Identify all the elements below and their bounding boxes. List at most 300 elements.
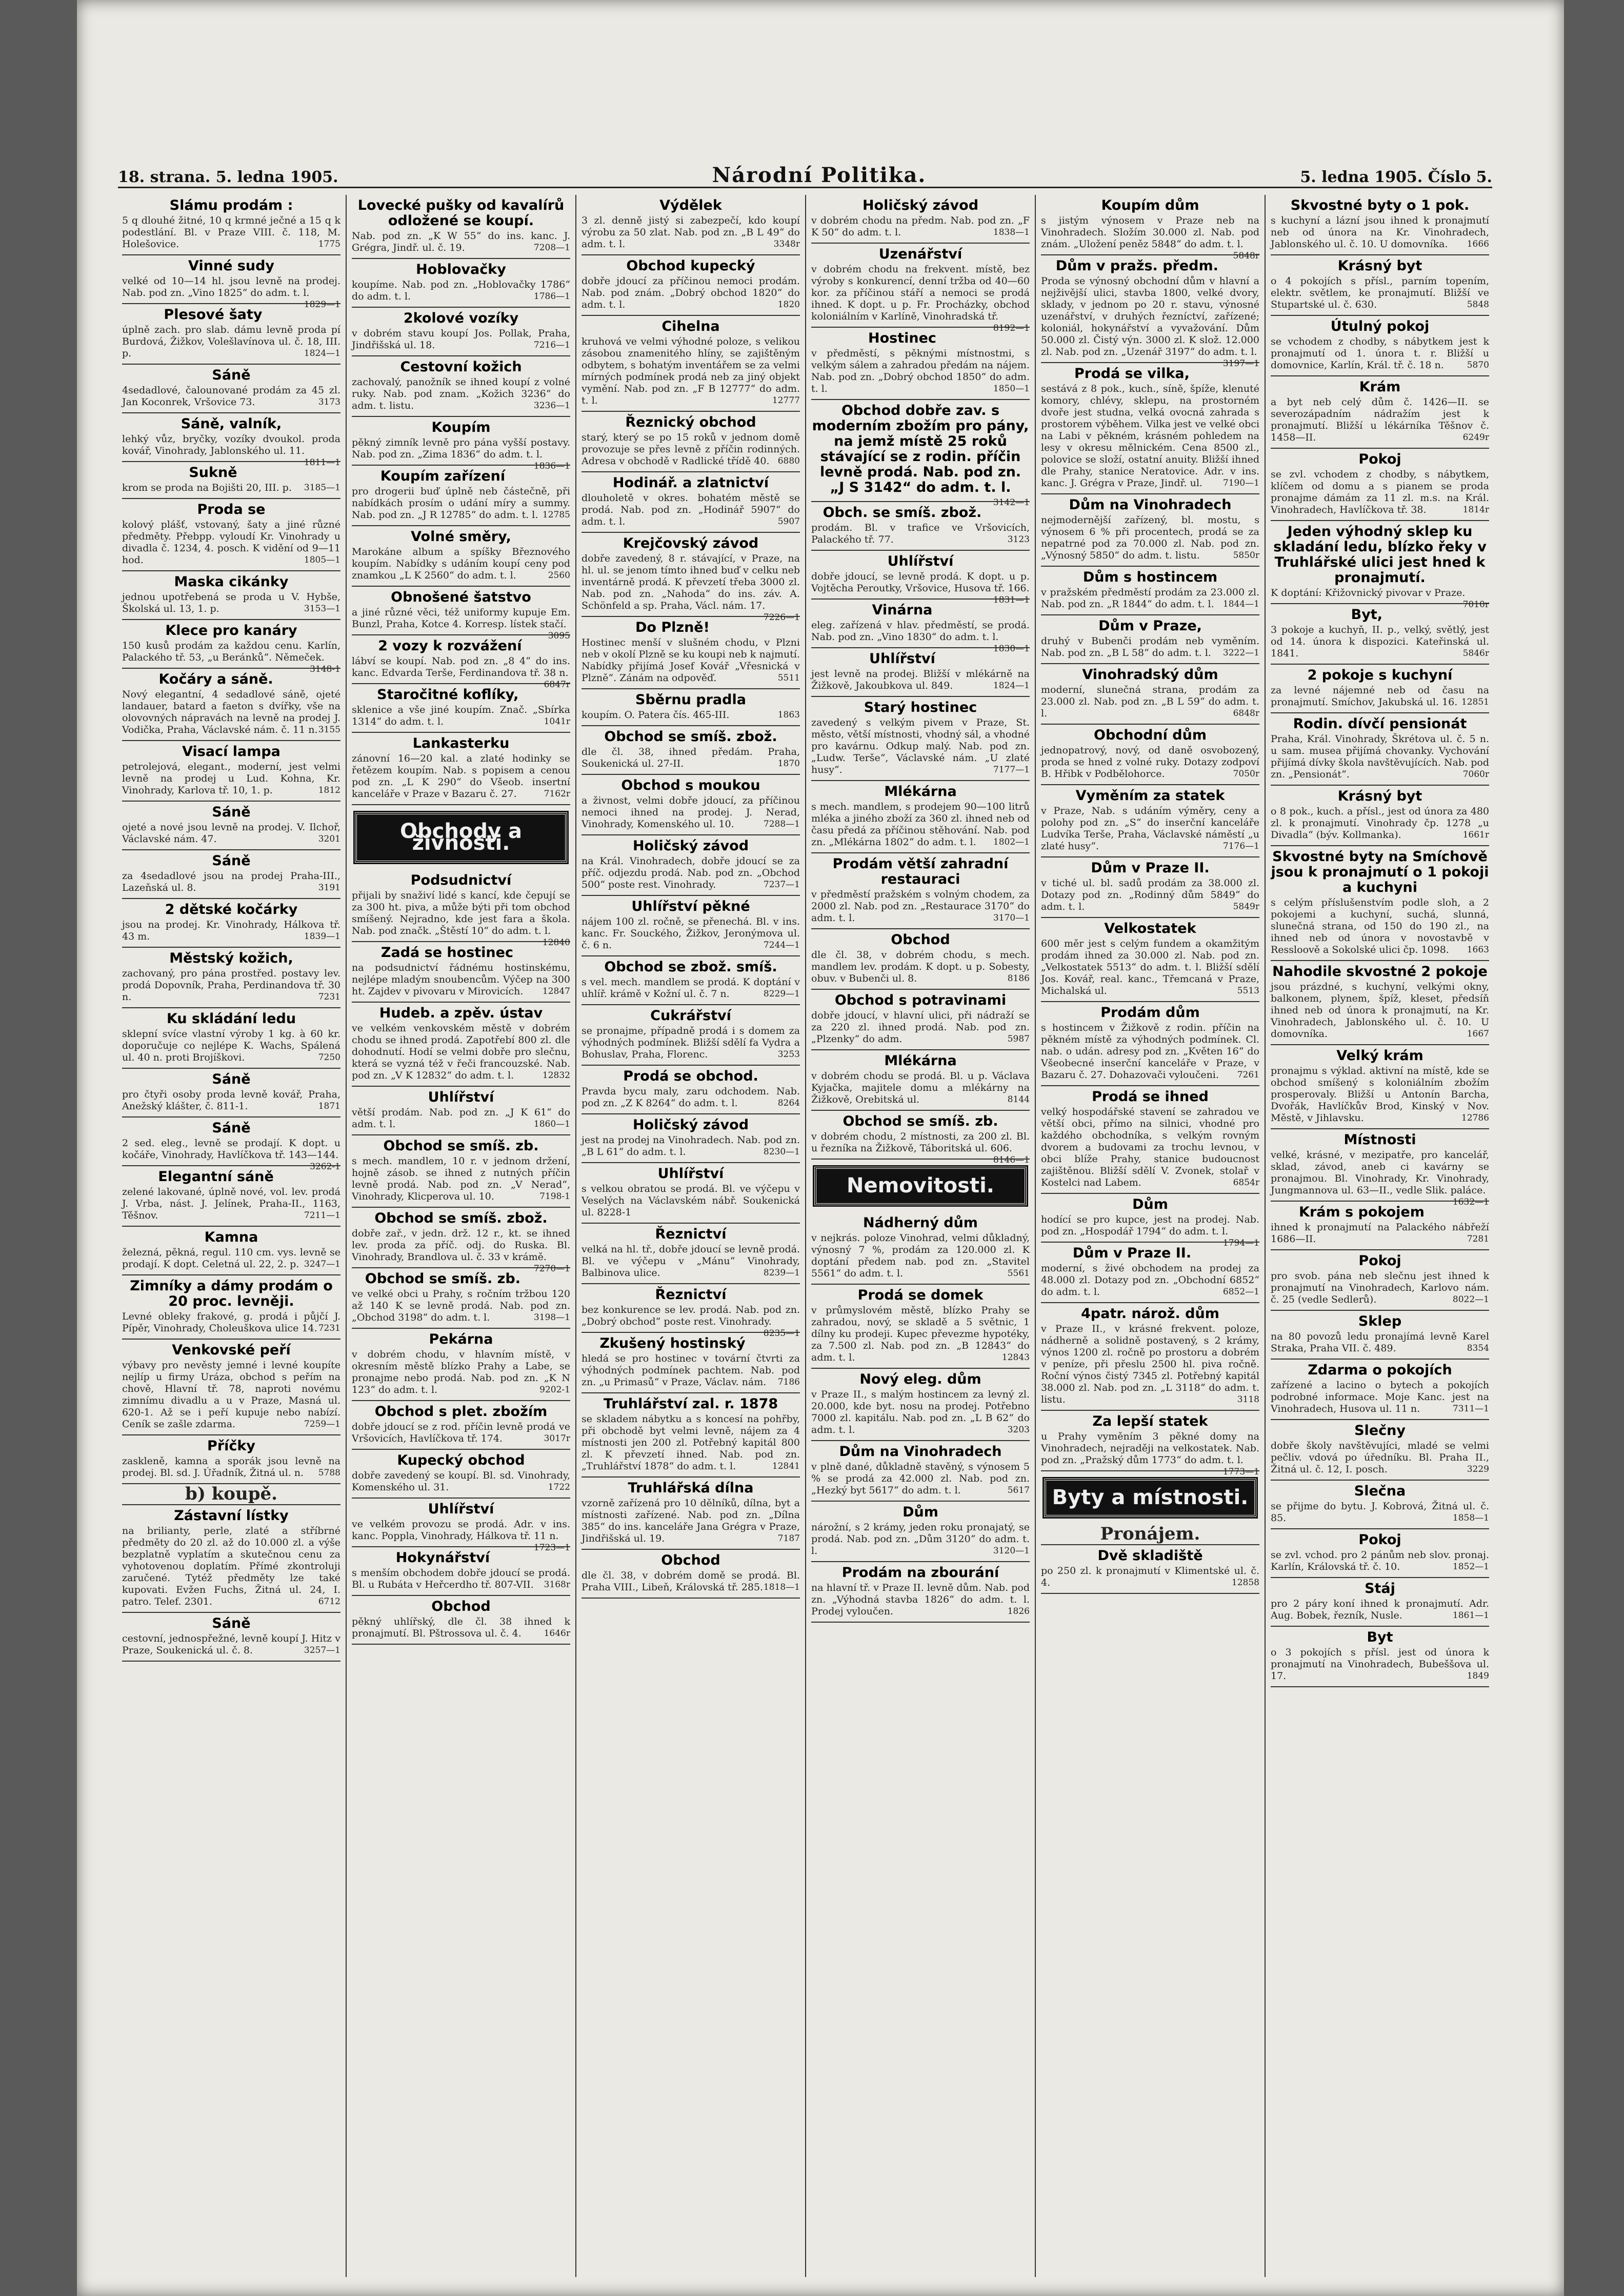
header-right: 5. ledna 1905. Číslo 5. [1300,168,1492,186]
ad-text: ve velkém provozu se prodá. Adr. v ins. kanc. Poppla, Vinohrady, Hálkova tř. 11 n. [352,1519,570,1542]
ad-body [1271,275,1489,311]
ad-number: 1802—1 [993,837,1030,847]
ad-heading: Dům v Praze II. [1091,860,1210,876]
ad-number: 12847 [542,986,570,996]
ad-heading: Řeznický obchod [625,414,756,430]
ad-number: 8146—1 [993,1155,1030,1165]
ad-number: 3247—1 [304,1259,340,1269]
ad-heading: Pokoj [1358,1253,1401,1269]
ad-number: 7050r [1233,769,1259,779]
classified-ad [122,304,340,365]
ad-heading: Uhlířství pěkné [631,899,750,914]
classified-ad [582,412,800,472]
ad-number: 3253 [777,1049,800,1060]
ad-text: dobře jdoucí, v hlavní ulici, při nádraží se za 220 zl. ihned prodá. Nab. pod zn. „Plzenky“ do adm. [811,1010,1030,1045]
ad-number: 3120—1 [993,1546,1030,1556]
classified-ad [582,775,800,835]
ad-heading: Obchod dobře zav. s moderním zbožím pro pány, na jemž místě 25 roků stávající se z rodin. příčin levně prodá. Nab. pod zn. „J S 3142“ do adm. t. l. [812,403,1029,495]
ad-heading: Zadá se hostinec [380,945,513,961]
ad-heading: Koupím dům [1101,197,1199,213]
classified-ad [122,1069,340,1117]
ad-text: zánovní 16—20 kal. a zlaté hodinky se řetězem koupím. Nab. s popisem a cenou pod zn. „L K 290“ do Všeob. insertní kanceláře v Praze v Bazaru č. 27. [352,753,570,800]
classified-ad [1271,1578,1489,1627]
classified-ad [811,1212,1030,1285]
ad-text: Levné obleky frakové, g. prodá i půjčí J. Pípěr, Vinohrady, Choleuškova ulice 14. [122,1311,340,1334]
classified-ad [1271,1420,1489,1481]
ad-number: 1666 [1467,239,1489,249]
ad-number: 3153—1 [304,604,340,614]
ad-heading: Útulný pokoj [1330,318,1430,334]
classified-ad [1271,255,1489,316]
classified-ad [1271,521,1489,610]
column-1 [117,195,347,2277]
classified-ad [811,781,1030,853]
ad-number: 5870 [1467,360,1489,370]
ad-number: 1863 [777,710,800,720]
ad-heading: Krásný byt [1337,788,1422,804]
ad-number: 1661r [1462,830,1489,840]
classified-ad [582,1333,800,1393]
ad-number: 3170—1 [993,913,1030,923]
classified-ad [582,316,800,412]
ad-number: 8239—1 [763,1268,800,1278]
ad-heading: Hoblovačky [416,262,506,277]
ad-body [582,1134,800,1158]
ad-heading: Uhlířství [869,651,935,667]
ad-number: 7187 [777,1533,800,1544]
classified-ad [811,697,1030,781]
ad-body [811,1522,1030,1557]
ad-heading: Stáj [1365,1581,1395,1596]
classified-ad [122,620,340,674]
ad-heading: Dům na Vinohradech [1069,497,1232,513]
classified-ad [352,1596,570,1645]
classified-ad [1271,1529,1489,1578]
ad-heading: Nádherný dům [863,1215,978,1231]
classified-ad [582,1478,800,1550]
ad-body [1041,275,1259,369]
classified-ad [352,466,570,526]
classified-ad [122,1340,340,1435]
ad-text: ve velké obci u Prahy, s ročním tržbou 120 až 140 K se levně prodá. Nab. pod zn. „Obchod 3198“ do adm. t. l. [352,1288,570,1323]
ad-text: se vchodem z chodby, s nábytkem jest k pronajmutí od 1. února t. r. Bližší u domovnice, Karlín, Král. tř. č. 18 n. [1271,336,1489,371]
ad-heading: Hostinec [868,330,936,346]
ad-text: v Praze, Nab. s udáním výměry, ceny a polohy pod zn. „S“ do inserční kanceláře Ludvíka Terše, Praha, Václavské náměstí „u zlaté husy“. [1041,805,1259,852]
classified-ad [352,1547,570,1596]
classified-ad [122,255,340,310]
ad-heading: Podsudnictví [410,872,512,888]
ad-text: nájem 100 zl. ročně, se přenechá. Bl. v ins. kanc. Fr. Souckého, Žižkov, Jeronýmova ul. č. 6 n. [582,916,800,951]
ad-body [1271,396,1489,444]
ad-heading: Koupím [431,420,491,435]
classified-ad [1271,1129,1489,1207]
ad-heading: Cestovní kožich [400,359,522,375]
ad-heading: 4patr. nárož. dům [1081,1306,1219,1322]
ad-heading: Nový eleg. dům [859,1371,981,1387]
ad-text: sklepní svíce vlastní výroby 1 kg. à 60 kr. doporučuje co nejlépe K. Wachs, Spálená ul. 40 n. proti Brojíškovi. [122,1028,340,1063]
ad-text: dlouholetě v okres. bohatém městě se prodá. Nab. pod zn. „Hodinář 5907“ do adm. t. l. [582,492,800,527]
ad-heading: Uhlířství [887,553,954,569]
ad-text: Nový elegantní, 4 sedadlové sáně, ojeté landauer, batard a faeton s dvířky, vše na olovovných nápravách na levně na prodej J. Vodička, Praha, Václavské nám. č. 11 n. [122,689,340,735]
classified-ad [811,1502,1030,1562]
ad-number: 1829—1 [304,300,340,310]
ad-heading: Prodám na zbourání [841,1565,999,1581]
ad-number: 1850—1 [993,384,1030,394]
ad-text: dobře zař., v jedn. drž. 12 r., kt. se ihned lev. proda za příč. odj. do Ruska. Bl. Vinohrady, Brandlova ul. č. 33 v krámě. [352,1228,570,1263]
ad-body [1041,587,1259,610]
ad-heading: Obchod se smíš. zb. [365,1271,520,1287]
ad-text: pěkný zimník levně pro pána vyšší postavy. Nab. pod zn. „Zima 1836“ do adm. t. l. [352,437,570,460]
ad-text: ihned k pronajmutí na Palackého nábřeží 1686—II. [1271,1222,1489,1245]
ad-text: v pražském předměstí prodám za 23.000 zl. Nab. pod zn. „R 1844“ do adm. t. l. [1041,587,1259,610]
ad-text: a byt neb celý dům č. 1426—II. se severozápadním nádražím jest k pronajmutí. Bližší u lékárníka Těšnov č. 1458—II. [1271,396,1489,443]
classified-ad [1041,615,1259,664]
ad-number: 3123 [1007,534,1030,545]
ad-body [1041,1022,1259,1081]
classified-ad [811,1369,1030,1441]
ad-number: 1836—1 [533,461,570,471]
ad-number: 1831—1 [993,595,1030,605]
classified-ad [582,835,800,896]
ad-text: jsou prázdné, s kuchyní, velkými okny, balkonem, plynem, špíž, kleset, předsíň ihned neb od února k pronajmutí, na Kr. Vinohradech, Jablonského ul. č. 10. U domovníka. [1271,981,1489,1040]
ad-body [811,949,1030,985]
ad-number: 7162r [544,789,570,799]
classified-ad [1041,363,1259,494]
ad-number: 1861—1 [1452,1610,1489,1621]
ad-text: koupíme. Nab. pod zn. „Hoblovačky 1786“ do adm. t. l. [352,279,570,302]
classified-ad [1271,846,1489,961]
ad-number: 5850r [1233,550,1259,561]
ad-text: zaskleně, kamna a sporák jsou levně na prodej. Bl. sd. J. Úřadník, Žitná ul. n. [122,1455,340,1479]
ad-text: přijali by snaživí lidé s kancí, kde čepují se za 300 ht. piva, a může býti při tom obchod smíšený. Nejradno, kde jest fara a škola. Nab. pod značk. „Štěstí 10“ do adm. t. l. [352,890,570,936]
ad-number: 6249r [1462,432,1489,443]
classified-ad [1041,567,1259,615]
ad-body [582,637,800,684]
classified-ad [122,1275,340,1340]
ad-heading: Sběrnu pradla [635,692,746,708]
ad-body [352,1470,570,1493]
ad-heading: Obchod se smíš. zbož. [604,729,777,745]
ad-heading: Kočáry a sáně. [158,671,273,687]
ad-text: Nab. pod zn. „K W 55“ do ins. kanc. J. Grégra, Jindř. ul. č. 19. [352,230,570,253]
ad-number: 1844—1 [1222,599,1259,609]
ad-heading: Sáně [212,853,251,869]
ad-body [352,486,570,521]
ad-body [352,546,570,582]
ad-body [352,1567,570,1591]
ad-number: 5848 [1467,300,1489,310]
ad-text: K doptání: Křižovnický pivovar v Praze. [1271,587,1466,598]
ad-text: eleg. zařízená v hlav. předměstí, se prodá. Nab. pod zn. „Vino 1830“ do adm. t. l. [811,620,1030,643]
ad-body [352,1228,570,1274]
ad-heading: Hokynářství [395,1550,490,1566]
ad-heading: Obchod se smíš. zb. [383,1138,539,1154]
ad-heading: Pekárna [429,1331,493,1347]
ad-heading: Pokoj [1358,451,1401,467]
ad-body [582,1025,800,1061]
ad-body [1041,1106,1259,1189]
ad-heading: Ku skládání ledu [166,1011,296,1027]
ad-heading: Obchod [431,1599,491,1614]
classified-ad [1271,665,1489,713]
ad-text: krom se proda na Bojišti 20, III. p. [122,482,292,493]
classified-ad [582,1284,800,1339]
ad-heading: Obchod se smíš. zbož. [374,1210,548,1226]
ad-body [1041,745,1259,780]
section-banner: Byty a místnosti. [1044,1479,1256,1517]
ad-body [811,1461,1030,1496]
ad-body [1271,685,1489,708]
classified-ad [811,600,1030,654]
ad-number: 3155 [318,725,340,735]
ad-number: 2560 [548,570,570,581]
classified-ad [1041,785,1259,857]
classified-ad [1271,1360,1489,1420]
ad-body [1271,1440,1489,1475]
ad-heading: Uzenářství [878,246,963,262]
ad-body [122,1311,340,1334]
ad-body [811,348,1030,395]
classified-ad [1271,961,1489,1045]
ad-heading: Velký krám [1336,1048,1423,1064]
ad-number: 1663 [1467,945,1489,955]
ad-number: 3017r [544,1433,570,1444]
ad-body [1041,635,1259,659]
ad-heading: Lankasterku [412,735,510,751]
ad-heading: Visací lampa [182,744,280,760]
ad-number: 7060r [1462,769,1489,780]
ad-number: 12843 [1001,1352,1030,1363]
ad-text: vzorně zařízená pro 10 dělníků, dílna, byt a místnosti zařízené. Nab. pod zn. „Dílna 385“ do ins. kanceláře Jana Grégra v Praze, Jindřišská ul. 19. [582,1498,800,1544]
ad-body [352,753,570,800]
classified-ad [122,741,340,802]
ad-number: 1830—1 [993,644,1030,654]
ad-text: druhý v Bubenči prodám neb vyměním. Nab. pod zn. „B L 58“ do adm. t. l. [1041,635,1259,658]
ad-heading: Dům na Vinohradech [839,1444,1002,1460]
classified-ad [811,551,1030,605]
ad-number: 3118 [1237,1394,1259,1405]
newspaper-title: Národní Politika. [712,163,927,187]
ad-text: s celým příslušenstvím podle sloh, a 2 pokojemi a kuchyní, suchá, slunná, slunečná strana, od 150 do 190 zl., na ihned neb od února v novostavbě v Ressloově a Sokolské ulici čp. 1098. [1271,897,1489,955]
classified-ad [582,1066,800,1114]
header-left: 18. strana. 5. ledna 1905. [118,168,338,186]
ad-heading: Uhlířství [428,1501,494,1517]
ad-number: 6854r [1233,1177,1259,1188]
ad-heading: Holičský závod [862,197,979,213]
ad-heading: Mlékárna [884,784,957,800]
classified-ad [122,1613,340,1662]
ad-text: v tiché ul. bl. sadů prodám za 38.000 zl. Dotazy pod zn. „Rodinný dům 5849“ do adm. t. l. [1041,877,1259,912]
ad-body [122,591,340,615]
ad-heading: Jeden výhodný sklep ku skladání ledu, blízko řeky v Truhlářské ulici jest hned k pronajmutí. [1273,524,1487,586]
ad-body [352,962,570,997]
ad-body [122,968,340,1003]
classified-ad [1041,918,1259,1002]
ad-heading: Volné směry, [411,529,511,545]
ad-text: starý, který se po 15 roků v jednom domě provozuje se přes levně z příčin rodinných. Adresa v obchodě v Radlické třídě 40. [582,432,800,467]
ad-heading: Skvostné byty na Smíchově jsou k pronajmutí o 1 pokoji a kuchyni [1271,849,1489,895]
ad-heading: Prodá se ihned [1092,1089,1209,1105]
ad-body [1271,1222,1489,1245]
classified-ad [1271,1627,1489,1687]
ad-heading: 2kolové vozíky [403,310,519,326]
classified-ad [1271,786,1489,846]
ad-number: 1723—1 [533,1543,570,1553]
ad-text: kolový plášť, vstovaný, šaty a jiné různé předměty. Přebpp. vyloudí Kr. Vinohrady u divadla č. 1234, 4. posch. K vidění od 9—11 hod. [122,519,340,566]
classified-ad [352,526,570,587]
classified-ad [1041,664,1259,725]
ad-heading: Byt, [1351,607,1382,623]
ad-number: 1820 [777,300,800,310]
ad-text: a živnost, velmi dobře jdoucí, za příčinou nemoci ihned na prodej. J. Nerad, Vinohrady, Komenského ul. 10. [582,795,800,830]
ad-text: jest levně na prodej. Bližší v mlékárně na Žižkově, Jakoubkova ul. 849. [811,668,1030,691]
ad-text: 2 sed. eleg., levně se prodají. K dopt. u kočáře, Vinohrady, Havlíčkova tř. 143—144. [122,1137,340,1161]
classified-ad [1041,494,1259,567]
ad-text: o 4 pokojích s přísl., parním topením, elektr. světlem, ke pronajmutí. Bližší ve Stupartské ul. č. 630. [1271,275,1489,310]
classified-ad [582,255,800,316]
ad-number: 1646r [544,1628,570,1639]
classified-ad [811,195,1030,244]
ad-heading: Dům v Praze, [1098,618,1202,634]
column-6 [1266,195,1494,2277]
ad-heading: Zkušený hostinský [599,1335,746,1351]
ad-text: ojeté a nové jsou levně na prodej. V. Ilchoř, Václavské nám. 47. [122,822,340,845]
ad-number: 1812 [318,785,340,795]
ad-heading: Obchod s plet. zbožím [374,1404,548,1420]
ad-number: 7231 [318,1323,340,1333]
ad-number: 5561 [1007,1268,1030,1279]
ad-body [1271,1065,1489,1124]
column-2 [347,195,576,2277]
ad-text: s hostincem v Žižkově z rodin. příčin na pěkném místě za výhodných podmínek. Cl. nab. o udán. adresy pod zn. „Květen 16“ do Všeobecné inserční kanceláře v Praze, v Bazaru č. 27. Dohazovači vyloučeni. [1041,1022,1259,1081]
ad-number: 5907 [777,516,800,527]
ad-body [122,822,340,845]
ad-text: s jistým výnosem v Praze neb na Vinohradech. Složím 30.000 zl. Nab. pod znám. „Uložení peněz 5848“ do adm. t. l. [1041,215,1259,250]
ad-number: 1849 [1467,1671,1489,1681]
ad-heading: Krásný byt [1337,258,1422,274]
ad-text: dobře zavedený se koupí. Bl. sd. Vinohrady, Komenského ul. 31. [352,1470,570,1493]
ad-heading: Plesové šaty [164,307,263,323]
ad-body [811,1305,1030,1364]
classified-ad [352,1208,570,1274]
ad-text: s mech. mandlem, s prodejem 90—100 litrů mléka a jiného zboží za 360 zl. ihned neb od času předá za příčinou stěhování. Nab. pod zn. „Mlékárna 1802“ do adm. t. l. [811,801,1030,848]
ad-heading: Řeznictví [655,1226,727,1242]
classified-ad [122,1227,340,1275]
ad-number: 12841 [772,1461,800,1471]
classified-ad [811,1050,1030,1111]
classified-ad [582,1393,800,1478]
ad-body [582,916,800,951]
ad-body [1041,805,1259,852]
ad-heading: Obchod kupecký [626,258,755,274]
ad-body [1271,981,1489,1040]
ad-body [1271,469,1489,516]
ad-number: 1824—1 [304,348,340,358]
ad-number: 5848r [1233,251,1259,261]
classified-ad [352,195,570,259]
classified-ad [811,853,1030,929]
ad-heading: Sáně [212,367,251,383]
ad-heading: Holičský závod [632,838,749,854]
ad-body [122,1186,340,1222]
ad-number: 5788 [318,1468,340,1478]
classified-ad [1271,195,1489,255]
ad-number: 8144 [1007,1094,1030,1105]
ad-number: 12851 [1461,697,1489,707]
ad-heading: Obch. se smíš. zbož. [823,505,982,521]
ad-text: nárožní, s 2 krámy, jeden roku pronajatý, se prodá. Nab. pod zn. „Dům 3120“ do adm. t. l. [811,1522,1030,1556]
classified-ad [122,948,340,1008]
ad-number: 3203 [1007,1425,1030,1435]
ad-body [122,1633,340,1656]
ad-number: 1870 [777,758,800,769]
ad-text: se pronajme, případně prodá i s domem za výhodných podmínek. Bližší sdělí fa Vydra a Bohuslav, Praha, Florenc. [582,1025,800,1060]
ad-text: pronajmu s výklad. aktivní na místě, kde se obchod smíšený s koloniálním zbožím prosperovaly. Bližší u Antonín Barcha, Dvořák, Havlíčkův Brod, Kinský v Nov. Městě, v Jihlavsku. [1271,1065,1489,1124]
classified-ad [582,1005,800,1066]
classified-ad [122,499,340,571]
ad-heading: Kamna [204,1229,258,1245]
ad-body [352,437,570,471]
classified-ad [352,733,570,805]
classified-ad [352,308,570,356]
ad-heading: Vinárna [872,602,933,618]
ad-text: koupím. O. Patera čís. 465-III. [582,709,730,721]
ad-number: 5846r [1462,648,1489,658]
ad-body [811,1010,1030,1045]
ad-body [122,870,340,894]
ad-text: Marokáne album a spíšky Březnového koupím. Nabídky s udáním koupí ceny pod znamkou „L K 2560“ do adm. t. l. [352,546,570,581]
classified-ad [122,1505,340,1613]
ad-text: cestovní, jednospřežné, levně koupí J. Hitz v Praze, Soukenická ul. č. 8. [122,1633,340,1656]
ad-heading: Elegantní sáně [158,1169,274,1185]
ad-body [582,1304,800,1339]
classified-ad [1041,255,1259,369]
ad-heading: Velkostatek [1104,921,1196,936]
ad-number: 3142—1 [993,497,1030,508]
ad-text: velké, krásné, v mezipatře, pro kancelář, sklad, závod, aneb ci kavárny se pronajmou. Bl. Vinohrady, Kr. Vinohrady, Jungmannova ul. 63—II., vedle Slik. paláce. [1271,1149,1489,1196]
ad-heading: Dům [903,1504,938,1520]
ad-heading: Krám [1359,379,1401,395]
ad-text: Praha, Král. Vinohrady, Škrétova ul. č. 5 n. u sam. musea přijímá chovanky. Vychování přijímá dívky škola navštěvujících. Nab. pod zn. „Pensionát“. [1271,733,1489,780]
ad-text: jednou upotřebená se proda u V. Hybše, Školská ul. 13, 1. p. [122,591,340,614]
ad-text: v plně dané, důkladně stavěný, s výnosem 5 % se prodá za 42.000 zl. Nab. pod zn. „Hezký byt 5617“ do adm. t. l. [811,1461,1030,1496]
ad-number: 1811—1 [304,457,340,468]
classified-ad [811,1441,1030,1502]
ad-body [1041,684,1259,720]
ad-heading: Zdarma o pokojích [1308,1362,1452,1378]
ad-body [122,1089,340,1112]
ad-body [582,215,800,250]
ad-number: 3095 [548,631,570,641]
ad-text: v dobrém chodu, v hlavním místě, v okresním městě blízko Prahy a Labe, se pronajme nebo prodá. Nab. pod zn. „K N 123“ do adm. t. l. [352,1349,570,1395]
ad-body [352,890,570,948]
classified-ad [811,1111,1030,1165]
classified-ad [122,413,340,468]
ad-number: 3262-1 [310,1162,340,1172]
ad-text: železná, pěkná, regul. 110 cm. vys. levně se prodají. K dopt. Celetná ul. 22, 2. p. [122,1247,340,1270]
ad-body [1271,897,1489,956]
ad-body [1041,1323,1259,1406]
ad-body [811,1389,1030,1436]
section-heading: b) koupě. [122,1484,340,1505]
ad-body [582,1244,800,1279]
ad-body [1271,1501,1489,1524]
ad-body [352,1288,570,1324]
ad-number: 8235—1 [763,1328,800,1339]
ad-text: velká na hl. tř., dobře jdoucí se levně prodá. Bl. ve výčepu v „Mánu“ Vinohrady, Balbinova ulice. [582,1244,800,1279]
ad-heading: Příčky [207,1438,255,1454]
ad-number: 7190—1 [1222,478,1259,488]
